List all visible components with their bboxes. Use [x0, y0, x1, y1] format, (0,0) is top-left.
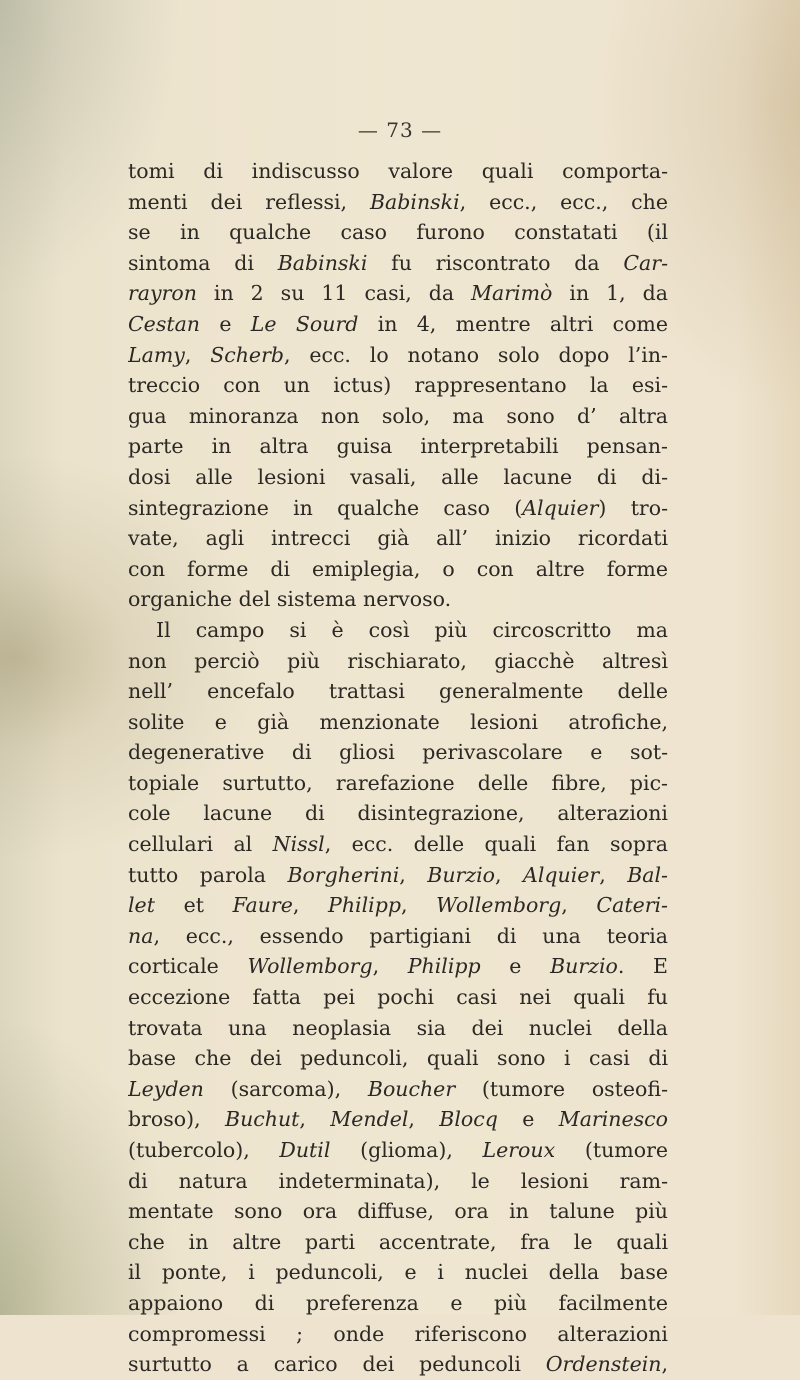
text-line: [128, 646, 668, 677]
text-segment: . E: [617, 954, 668, 979]
text-segment: fu riscontrato da: [367, 250, 624, 275]
italic-name: Alquier: [522, 495, 599, 520]
text-segment: (sarcoma),: [203, 1076, 368, 1101]
text-segment: ,: [184, 342, 211, 367]
text-segment: ,: [299, 1107, 331, 1132]
italic-name: Ordenstein: [545, 1352, 662, 1377]
italic-name: let: [128, 893, 155, 918]
text-line: [128, 248, 668, 279]
text-line: [128, 1257, 668, 1288]
italic-name: Le Sourd: [250, 311, 359, 336]
text-line: [128, 707, 668, 738]
text-line: [128, 1074, 668, 1105]
text-segment: cole lacune di disintegrazione, alterazioni: [128, 801, 668, 826]
text-segment: sintoma di: [128, 250, 278, 275]
italic-name: Lamy: [128, 342, 185, 367]
text-line: [128, 431, 668, 462]
text-segment: ,: [400, 893, 437, 918]
text-line: [128, 1227, 668, 1258]
text-segment: trovata una neoplasia sia dei nuclei della: [128, 1015, 668, 1040]
text-line: [128, 584, 668, 615]
text-line: [128, 156, 668, 187]
italic-name: Bal-: [627, 862, 668, 887]
text-segment: surtutto a carico dei peduncoli: [128, 1352, 546, 1377]
text-line: [128, 1319, 668, 1350]
text-line: [128, 401, 668, 432]
italic-name: Car-: [623, 250, 668, 275]
text-segment: e: [480, 954, 551, 979]
text-line: [128, 615, 668, 646]
italic-name: Faure: [232, 893, 293, 918]
text-line: [128, 1043, 668, 1074]
text-segment: gua minoranza non solo, ma sono d’ altra: [128, 403, 668, 428]
text-line: [128, 798, 668, 829]
text-segment: , ecc. delle quali fan sopra: [324, 832, 668, 857]
italic-name: Philipp: [328, 893, 401, 918]
text-segment: , ecc., essendo partigiani di una teoria: [153, 923, 668, 948]
text-line: [128, 982, 668, 1013]
text-line: [128, 187, 668, 218]
italic-name: Boucher: [367, 1076, 456, 1101]
italic-name: Scherb: [210, 342, 284, 367]
text-segment: parte in altra guisa interpretabili pensan-: [128, 434, 668, 459]
text-line: [128, 278, 668, 309]
text-segment: , ecc., ecc., che: [459, 189, 668, 214]
text-segment: solite e già menzionate lesioni atrofiche,: [128, 709, 668, 734]
italic-name: rayron: [128, 281, 197, 306]
italic-name: Cestan: [128, 311, 201, 336]
text-segment: (glioma),: [330, 1138, 483, 1162]
text-segment: menti dei reflessi,: [128, 189, 370, 214]
text-segment: ,: [408, 1107, 440, 1132]
italic-name: Leroux: [482, 1138, 556, 1162]
text-segment: il ponte, i peduncoli, e i nuclei della base: [128, 1260, 668, 1285]
text-segment: treccio con un ictus) rappresentano la esi-: [128, 373, 668, 398]
text-segment: nell’ encefalo trattasi generalmente delle: [128, 679, 668, 704]
text-segment: che in altre parti accentrate, fra le quali: [128, 1229, 668, 1254]
italic-name: Buchut: [225, 1107, 300, 1132]
text-line: [128, 340, 668, 371]
text-segment: degenerative di gliosi perivascolare e sot-: [128, 740, 668, 765]
text-segment: vate, agli intrecci già all’ inizio ricordati: [128, 526, 668, 551]
text-line: [128, 890, 668, 921]
italic-name: Burzio: [550, 954, 618, 979]
text-segment: tutto parola: [128, 862, 288, 887]
italic-name: Leyden: [128, 1076, 204, 1101]
italic-name: Cateri-: [596, 893, 668, 918]
italic-name: Borgherini: [287, 862, 400, 887]
text-segment: organiche del sistema nervoso.: [128, 587, 452, 612]
text-line: [128, 676, 668, 707]
text-segment: topiale surtutto, rarefazione delle fibre, pic-: [128, 770, 668, 795]
italic-name: Mendel: [330, 1107, 409, 1132]
text-segment: e: [497, 1107, 559, 1132]
text-line: [128, 1135, 668, 1166]
text-segment: ,: [561, 893, 597, 918]
body-text: [128, 156, 668, 1380]
text-segment: in 1, da: [552, 281, 668, 306]
text-segment: compromessi ; onde riferiscono alterazioni: [128, 1321, 668, 1346]
text-segment: (tumore osteofi-: [455, 1076, 668, 1101]
italic-name: Blocq: [439, 1107, 498, 1132]
italic-name: Burzio: [427, 862, 496, 887]
text-line: [128, 217, 668, 248]
text-segment: broso),: [128, 1107, 225, 1132]
italic-name: Nissl: [272, 832, 325, 857]
text-line: [128, 1288, 668, 1319]
text-segment: , ecc. lo notano solo dopo l’in-: [284, 342, 668, 367]
text-segment: (tubercolo),: [128, 1138, 280, 1162]
text-segment: ,: [372, 954, 408, 979]
text-segment: se in qualche caso furono constatati (il: [128, 220, 668, 245]
text-segment: cellulari al: [128, 832, 273, 857]
italic-name: Babinski: [369, 189, 460, 214]
text-line: [128, 493, 668, 524]
text-segment: mentate sono ora diffuse, ora in talune più: [128, 1199, 668, 1224]
text-segment: con forme di emiplegia, o con altre forme: [128, 556, 668, 581]
text-line: [128, 860, 668, 891]
text-line: [128, 462, 668, 493]
text-segment: ,: [599, 862, 628, 887]
text-segment: Il campo si è così più circoscritto ma: [156, 617, 668, 642]
text-segment: non perciò più rischiarato, giacchè altresì: [128, 648, 668, 673]
page-number: — 73 —: [357, 118, 443, 142]
text-line: [128, 554, 668, 585]
italic-name: Wollemborg: [436, 893, 562, 918]
text-segment: base che dei peduncoli, quali sono i casi di: [128, 1046, 668, 1071]
text-segment: tomi di indiscusso valore quali comporta-: [128, 159, 668, 183]
text-segment: ,: [399, 862, 428, 887]
text-segment: eccezione fatta pei pochi casi nei quali fu: [128, 985, 668, 1010]
text-line: [128, 921, 668, 952]
text-line: [128, 1196, 668, 1227]
text-segment: appaiono di preferenza e più facilmente: [128, 1290, 668, 1315]
italic-name: na: [128, 923, 154, 948]
text-segment: sintegrazione in qualche caso (: [128, 495, 523, 520]
text-line: [128, 370, 668, 401]
text-segment: di natura indeterminata), le lesioni ram-: [128, 1168, 668, 1193]
text-line: [128, 951, 668, 982]
text-line: [128, 523, 668, 554]
text-segment: dosi alle lesioni vasali, alle lacune di di-: [128, 464, 668, 489]
text-segment: in 2 su 11 casi, da: [196, 281, 472, 306]
italic-name: Wollemborg: [247, 954, 373, 979]
text-line: [128, 829, 668, 860]
italic-name: Alquier: [523, 862, 600, 887]
text-line: [128, 1166, 668, 1197]
italic-name: Marimò: [471, 281, 553, 306]
italic-name: Marinesco: [558, 1107, 668, 1132]
text-line: [128, 768, 668, 799]
text-segment: (tumore: [555, 1138, 668, 1162]
text-segment: in 4, mentre altri come: [358, 311, 668, 336]
italic-name: Babinski: [277, 250, 368, 275]
italic-name: Philipp: [407, 954, 481, 979]
text-line: [128, 1104, 668, 1135]
text-segment: et: [154, 893, 233, 918]
text-line: [128, 1013, 668, 1044]
text-line: [128, 1349, 668, 1380]
text-segment: ,: [661, 1352, 668, 1377]
text-segment: corticale: [128, 954, 248, 979]
text-line: [128, 309, 668, 340]
text-line: [128, 737, 668, 768]
text-segment: ,: [292, 893, 329, 918]
italic-name: Dutil: [279, 1138, 331, 1162]
text-segment: ,: [495, 862, 524, 887]
text-segment: ) tro-: [598, 495, 668, 520]
text-segment: e: [200, 311, 251, 336]
